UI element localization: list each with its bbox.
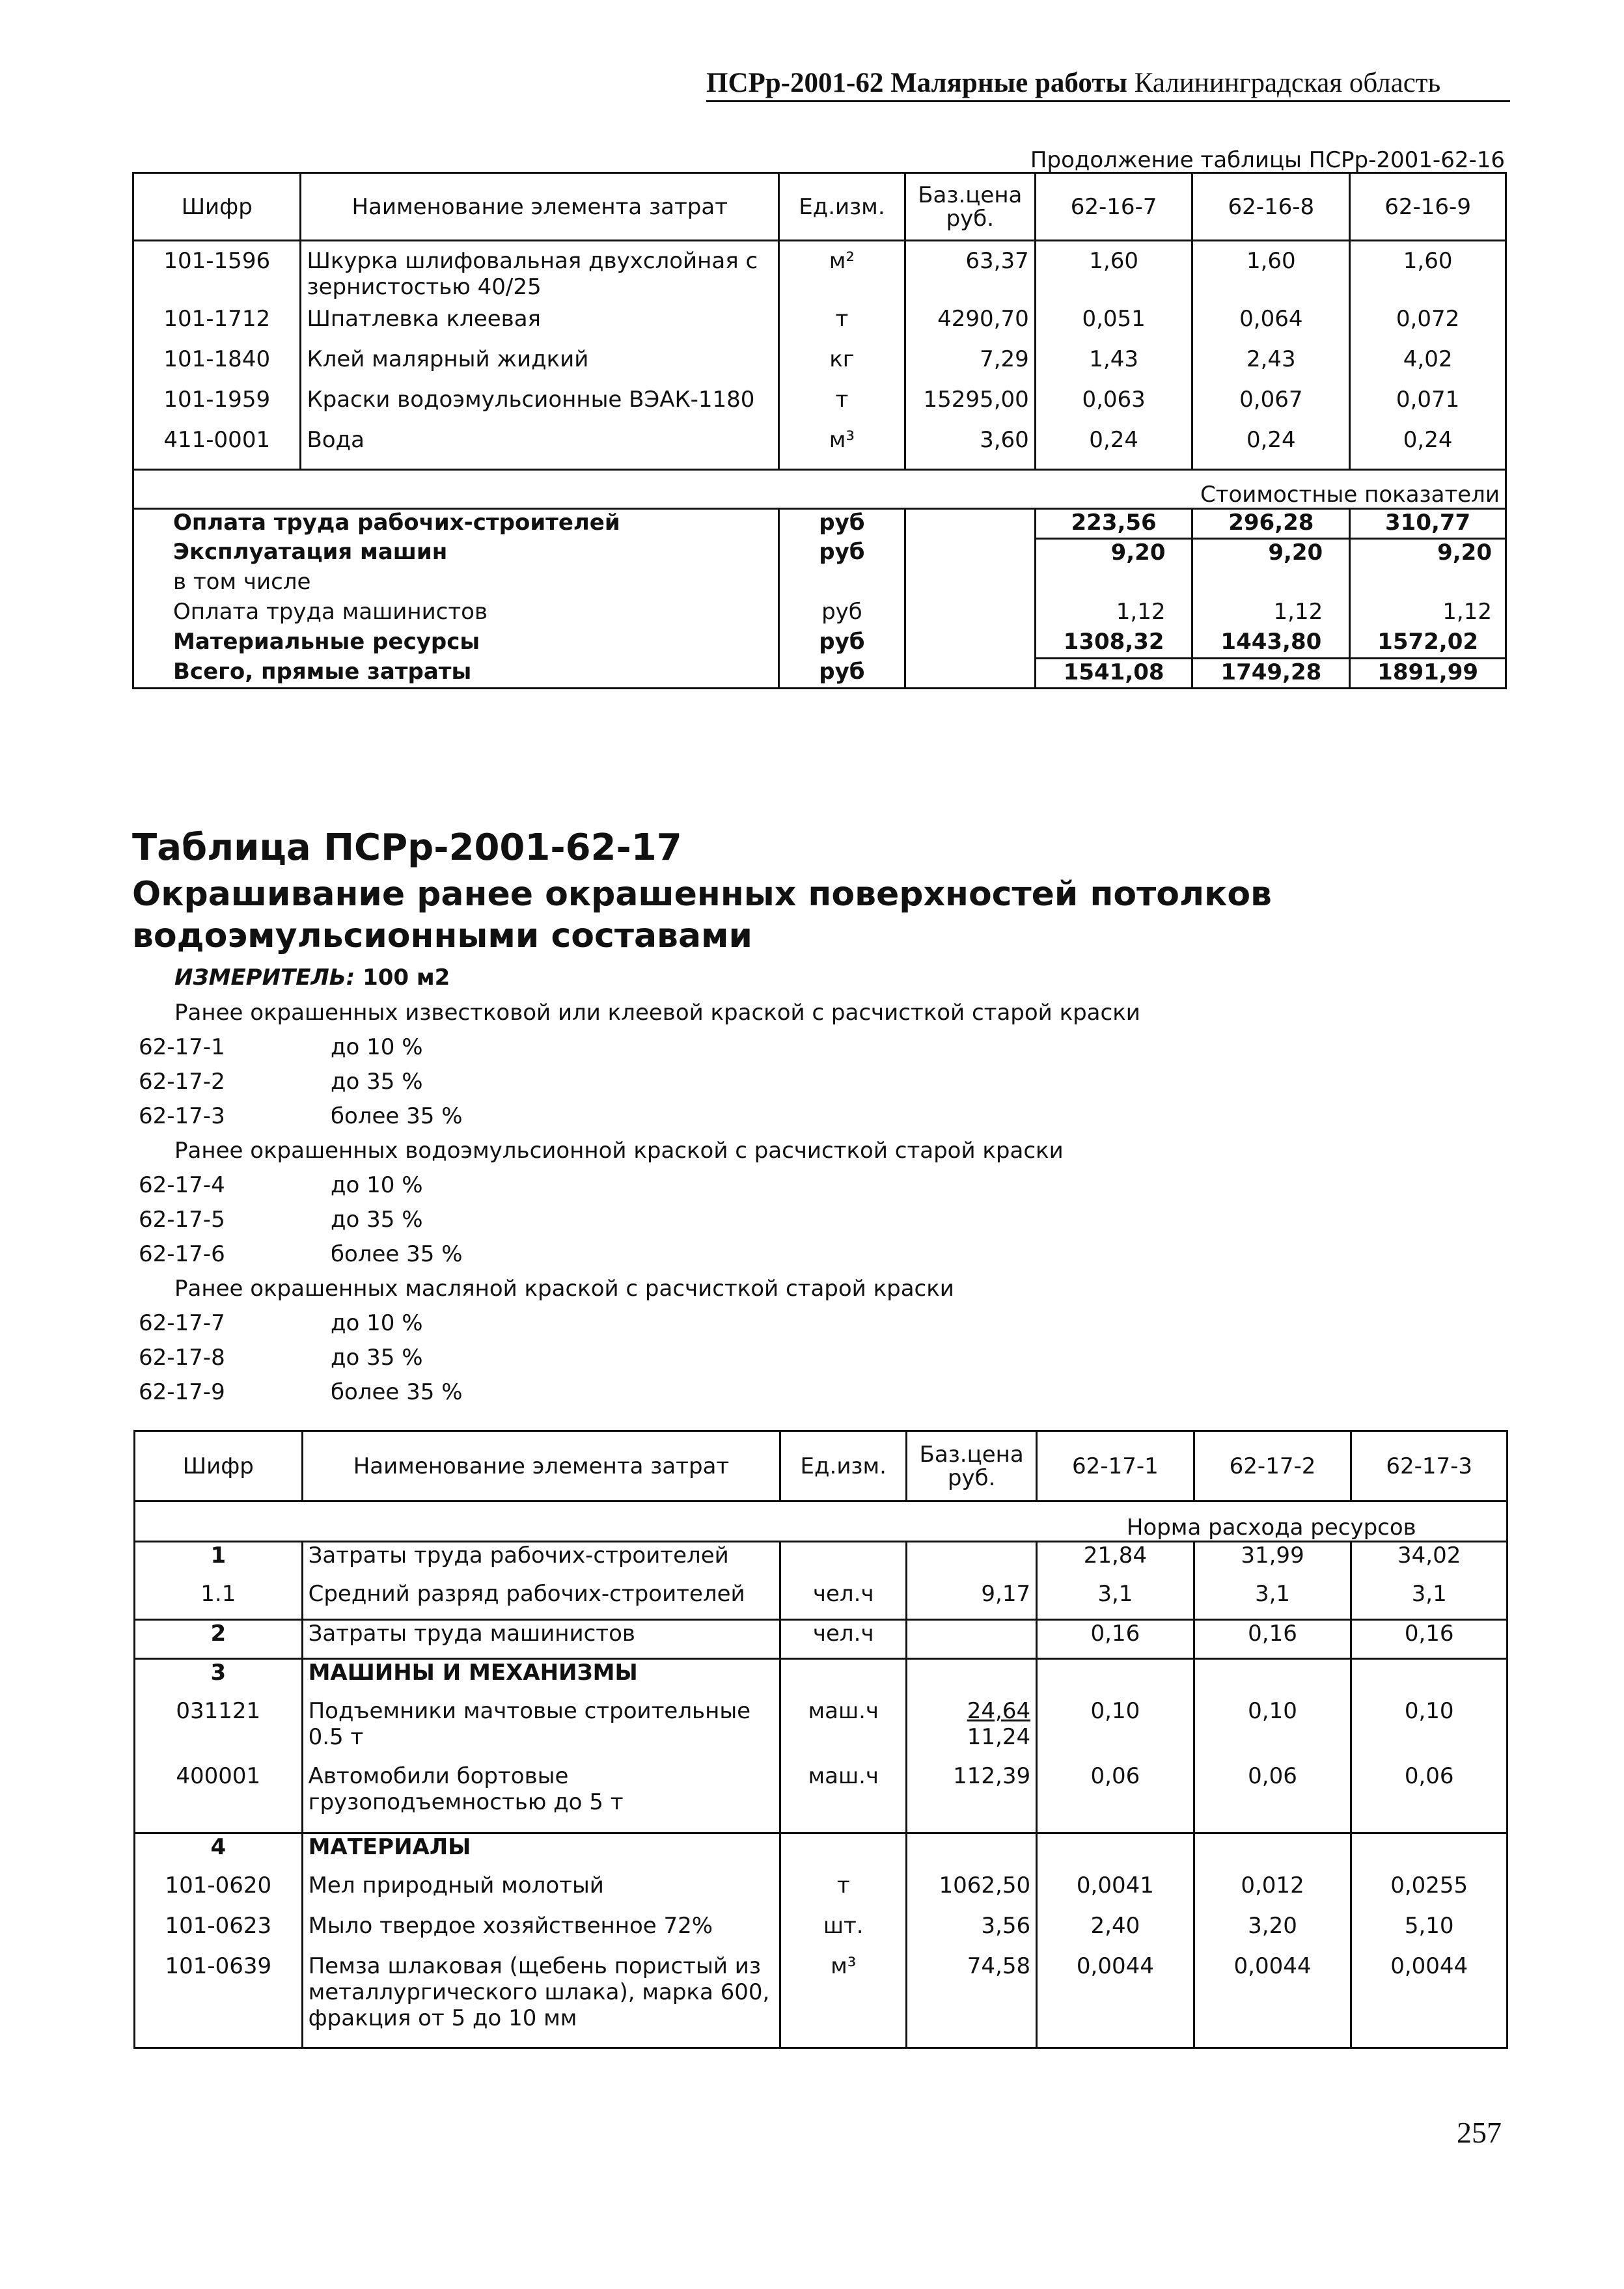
cost-row: [133, 629, 1506, 659]
item-text: более 35 %: [331, 1103, 463, 1129]
cell-name: Пемза шлаковая (щебень пористый из металлургического шлака), марка 600, фракция от 5 до 10 мм: [302, 1953, 780, 2048]
empty-cell: [779, 569, 905, 599]
cell-price: 1062,50: [907, 1872, 1037, 1913]
item-code: 62-17-3: [139, 1103, 225, 1129]
cell-unit: т: [779, 306, 905, 346]
cell-value: 2,40: [1037, 1913, 1194, 1953]
norm-label-row: [135, 1501, 1507, 1542]
cell-value: 21,84: [1037, 1542, 1194, 1581]
empty-cell: [780, 1659, 907, 1698]
cell-price: 63,37: [905, 241, 1035, 306]
item-text: до 35 %: [331, 1207, 423, 1233]
empty-cell: [1351, 1833, 1507, 1872]
item-code: 62-17-7: [139, 1310, 225, 1336]
cell-value: 0,0255: [1390, 1872, 1468, 1898]
col-header: 62-17-2: [1194, 1431, 1351, 1501]
cell-value: 0,0044: [1194, 1953, 1351, 2048]
group-heading: Ранее окрашенных водоэмульсионной краской с расчисткой старой краски: [174, 1138, 1064, 1164]
empty-cell: [1194, 1833, 1351, 1872]
cost-value: 1,12: [1442, 598, 1492, 625]
cell-code: 101-0639: [135, 1953, 303, 2048]
empty-cell: [907, 1833, 1037, 1872]
cell-price: 3,56: [907, 1913, 1037, 1953]
list-item: [139, 1030, 1140, 1065]
col-header: Баз.цена руб.: [907, 1431, 1037, 1501]
price-top: 24,64: [967, 1697, 1031, 1724]
cell-unit: чел.ч: [780, 1620, 907, 1659]
cell-value: 0,067: [1192, 387, 1350, 427]
col-header: Наименование элемента затрат: [302, 1431, 780, 1501]
item-code: 62-17-4: [139, 1172, 225, 1198]
cell-name: Средний разряд рабочих-строителей: [302, 1581, 780, 1620]
table-row: [135, 1698, 1507, 1763]
table-row: [135, 1953, 1507, 2048]
cell-code: 031121: [135, 1698, 303, 1763]
cell-value: 0,06: [1037, 1763, 1194, 1833]
cell-value: 2,43: [1192, 346, 1350, 387]
cell-value: 4,02: [1403, 346, 1453, 372]
cell-value: 1,60: [1035, 241, 1192, 306]
cost-label: Стоимостные показатели: [133, 470, 1506, 509]
cost-unit: руб: [779, 629, 905, 659]
cell-value: 0,072: [1396, 305, 1460, 332]
cell-code: 101-1840: [133, 346, 301, 387]
cell-value: 0,16: [1194, 1620, 1351, 1659]
page-header: [706, 66, 1510, 102]
item-code: 62-17-6: [139, 1241, 225, 1267]
cell-name: Шпатлевка клеевая: [301, 306, 779, 346]
cost-name: Эксплуатация машин: [133, 539, 779, 569]
cell-value: 0,24: [1192, 427, 1350, 470]
cell-name: МАШИНЫ И МЕХАНИЗМЫ: [302, 1659, 780, 1698]
cost-value: 310,77: [1350, 509, 1506, 539]
cell-value: 0,10: [1037, 1698, 1194, 1763]
cell-value: 0,012: [1194, 1872, 1351, 1913]
col-header: Ед.изм.: [779, 173, 905, 241]
cost-value: 1572,02: [1350, 629, 1506, 659]
item-list: [139, 996, 1140, 1410]
empty-cell: [905, 509, 1035, 539]
cost-unit: руб: [779, 599, 905, 629]
cost-value: 1,12: [1035, 599, 1192, 629]
cell-value: 0,0044: [1037, 1953, 1194, 2048]
cell-value: 0,24: [1403, 426, 1453, 453]
col-header: Баз.цена руб.: [905, 173, 1035, 241]
list-item: [139, 1341, 1140, 1375]
cost-unit: руб: [779, 659, 905, 689]
cell-value: 0,16: [1037, 1620, 1194, 1659]
cell-code: 101-0623: [135, 1913, 303, 1953]
table-row: [135, 1620, 1507, 1659]
cell-price: 9,17: [907, 1581, 1037, 1620]
cell-value: 3,1: [1351, 1581, 1507, 1620]
cell-unit: чел.ч: [780, 1581, 907, 1620]
list-item: [139, 1099, 1140, 1134]
cell-price: 112,39: [907, 1763, 1037, 1833]
cell-price: [907, 1698, 1037, 1763]
empty-cell: [1035, 569, 1192, 599]
cost-value: 1749,28: [1192, 659, 1350, 689]
cost-name: Оплата труда машинистов: [133, 599, 779, 629]
cell-value: 0,06: [1351, 1763, 1507, 1833]
cell-price: 4290,70: [905, 306, 1035, 346]
empty-cell: [905, 539, 1035, 569]
cell-code: 101-1712: [133, 306, 301, 346]
cost-value: 9,20: [1192, 539, 1350, 569]
col-header: Ед.изм.: [780, 1431, 907, 1501]
cell-unit: т: [779, 387, 905, 427]
cell-name: Автомобили бортовые грузоподъемностью до 5 т: [302, 1763, 780, 1833]
cost-row: [133, 569, 1506, 599]
cell-unit: м³: [779, 427, 905, 470]
table-row: [133, 387, 1506, 427]
cell-name: Шкурка шлифовальная двухслойная с зернистостью 40/25: [301, 241, 779, 306]
cost-value: 223,56: [1035, 509, 1192, 539]
item-code: 62-17-8: [139, 1345, 225, 1371]
cell-value: 5,10: [1404, 1912, 1454, 1939]
col-header: 62-16-7: [1035, 173, 1192, 241]
empty-cell: [135, 1501, 1037, 1542]
group-heading: Ранее окрашенных масляной краской с расчисткой старой краски: [174, 1276, 954, 1302]
col-header: 62-17-1: [1037, 1431, 1194, 1501]
cost-name: Всего, прямые затраты: [133, 659, 779, 689]
list-item: [139, 1065, 1140, 1099]
cell-unit: маш.ч: [780, 1763, 907, 1833]
cell-price: 15295,00: [905, 387, 1035, 427]
cost-name: Материальные ресурсы: [133, 629, 779, 659]
item-text: до 10 %: [331, 1310, 423, 1336]
cell-value: 1,43: [1035, 346, 1192, 387]
cell-code: 3: [135, 1659, 303, 1698]
table-62-17: [133, 1430, 1508, 2049]
cell-code: 101-0620: [135, 1872, 303, 1913]
item-code: 62-17-9: [139, 1379, 225, 1405]
cell-name: МАТЕРИАЛЫ: [302, 1833, 780, 1872]
cell-value: 1,60: [1192, 241, 1350, 306]
group-heading: Ранее окрашенных известковой или клеевой краской с расчисткой старой краски: [174, 1000, 1140, 1026]
cell-code: 1: [135, 1542, 303, 1581]
page-number: 257: [1457, 2116, 1502, 2149]
table-row: [133, 306, 1506, 346]
empty-cell: [905, 599, 1035, 629]
cell-name: Мыло твердое хозяйственное 72%: [302, 1913, 780, 1953]
table-header-row: [133, 173, 1506, 241]
cost-value: 9,20: [1035, 539, 1192, 569]
cost-label-row: [133, 470, 1506, 509]
cost-row: [133, 659, 1506, 689]
empty-cell: [907, 1659, 1037, 1698]
cost-row: [133, 509, 1506, 539]
item-text: до 10 %: [331, 1172, 423, 1198]
col-header: 62-16-8: [1192, 173, 1350, 241]
cell-name: Подъемники мачтовые строительные 0.5 т: [302, 1698, 780, 1763]
cell-value: 0,0044: [1390, 1953, 1468, 1979]
cell-value: 0,051: [1035, 306, 1192, 346]
cost-row: [133, 539, 1506, 569]
cell-code: 101-1959: [133, 387, 301, 427]
cell-value: 34,02: [1397, 1542, 1461, 1569]
empty-cell: [1192, 569, 1350, 599]
empty-cell: [780, 1833, 907, 1872]
col-header: Шифр: [135, 1431, 303, 1501]
cell-unit: т: [780, 1872, 907, 1913]
item-text: более 35 %: [331, 1379, 463, 1405]
table-row: [135, 1763, 1507, 1833]
cell-unit: кг: [779, 346, 905, 387]
cell-name: Затраты труда машинистов: [302, 1620, 780, 1659]
cell-code: 411-0001: [133, 427, 301, 470]
cell-value: 0,10: [1404, 1697, 1454, 1724]
col-header: 62-17-3: [1351, 1431, 1507, 1501]
cell-unit: м²: [779, 241, 905, 306]
cell-value: 0,064: [1192, 306, 1350, 346]
cost-value: 9,20: [1437, 540, 1492, 566]
table-continuation-label: Продолжение таблицы ПСРр-2001-62-16: [1030, 147, 1505, 173]
item-code: 62-17-1: [139, 1034, 225, 1060]
cost-value: 1443,80: [1192, 629, 1350, 659]
cell-unit: м³: [780, 1953, 907, 2048]
cost-name: Оплата труда рабочих-строителей: [133, 509, 779, 539]
table-row: [135, 1581, 1507, 1620]
table-62-16: [132, 172, 1507, 689]
table-row: [135, 1542, 1507, 1581]
measure-label: ИЗМЕРИТЕЛЬ:: [174, 965, 355, 991]
cost-value: 1541,08: [1035, 659, 1192, 689]
cost-unit: руб: [779, 509, 905, 539]
measure-value: 100 м2: [363, 965, 450, 991]
cell-name: Мел природный молотый: [302, 1872, 780, 1913]
norm-label: Норма расхода ресурсов: [1037, 1501, 1507, 1542]
section-row: [135, 1833, 1507, 1872]
cell-unit: маш.ч: [780, 1698, 907, 1763]
table-header-row: [135, 1431, 1507, 1501]
item-code: 62-17-5: [139, 1207, 225, 1233]
item-text: более 35 %: [331, 1241, 463, 1267]
list-item: [139, 1237, 1140, 1272]
header-title: ПСРр-2001-62 Малярные работы: [706, 68, 1127, 98]
cell-value: 3,20: [1194, 1913, 1351, 1953]
cell-unit: шт.: [780, 1913, 907, 1953]
cost-name: в том числе: [133, 569, 779, 599]
cell-code: 400001: [135, 1763, 303, 1833]
empty-cell: [905, 659, 1035, 689]
empty-cell: [1037, 1833, 1194, 1872]
cost-value: 1,12: [1192, 599, 1350, 629]
empty-cell: [1194, 1659, 1351, 1698]
item-text: до 10 %: [331, 1034, 423, 1060]
section-subtitle: Окрашивание ранее окрашенных поверхностей потолков водоэмульсионными составами: [132, 875, 1272, 955]
price-bottom: 11,24: [967, 1723, 1031, 1750]
cell-name: Краски водоэмульсионные ВЭАК-1180: [301, 387, 779, 427]
empty-cell: [1037, 1659, 1194, 1698]
table-row: [133, 346, 1506, 387]
col-header: Наименование элемента затрат: [301, 173, 779, 241]
cell-value: 3,1: [1194, 1581, 1351, 1620]
cell-value: 0,071: [1396, 386, 1460, 413]
cell-price: 3,60: [905, 427, 1035, 470]
empty-cell: [907, 1542, 1037, 1581]
col-header: 62-16-9: [1350, 173, 1506, 241]
cell-code: 1.1: [135, 1581, 303, 1620]
cell-value: 0,10: [1194, 1698, 1351, 1763]
cost-value: 1308,32: [1035, 629, 1192, 659]
table-row: [135, 1872, 1507, 1913]
cell-value: 0,24: [1035, 427, 1192, 470]
item-code: 62-17-2: [139, 1069, 225, 1095]
section-title: Таблица ПСРр-2001-62-17: [132, 827, 682, 869]
empty-cell: [905, 629, 1035, 659]
cell-value: 0,16: [1351, 1620, 1507, 1659]
section-row: [135, 1659, 1507, 1698]
cost-value: 1891,99: [1377, 659, 1479, 685]
cell-value: 0,063: [1035, 387, 1192, 427]
list-item: [139, 1375, 1140, 1410]
cost-unit: руб: [779, 539, 905, 569]
header-region: Калининградская область: [1134, 68, 1441, 98]
table-row: [135, 1913, 1507, 1953]
cell-value: 1,60: [1403, 248, 1453, 274]
measure: [174, 965, 450, 991]
list-item: [139, 1203, 1140, 1237]
cost-value: 296,28: [1192, 509, 1350, 539]
empty-cell: [1351, 1659, 1507, 1698]
cell-value: 0,06: [1194, 1763, 1351, 1833]
cell-name: Вода: [301, 427, 779, 470]
item-text: до 35 %: [331, 1345, 423, 1371]
table-row: [133, 241, 1506, 306]
cell-value: 31,99: [1194, 1542, 1351, 1581]
empty-cell: [1350, 569, 1506, 599]
cell-name: Затраты труда рабочих-строителей: [302, 1542, 780, 1581]
list-item: [139, 1306, 1140, 1341]
cell-value: 3,1: [1037, 1581, 1194, 1620]
list-item: [139, 1168, 1140, 1203]
empty-cell: [907, 1620, 1037, 1659]
cell-code: 101-1596: [133, 241, 301, 306]
cell-price: 7,29: [905, 346, 1035, 387]
cell-value: 0,0041: [1037, 1872, 1194, 1913]
cost-row: [133, 599, 1506, 629]
table-row: [133, 427, 1506, 470]
cell-name: Клей малярный жидкий: [301, 346, 779, 387]
empty-cell: [780, 1542, 907, 1581]
cell-code: 4: [135, 1833, 303, 1872]
empty-cell: [905, 569, 1035, 599]
item-text: до 35 %: [331, 1069, 423, 1095]
cell-price: 74,58: [907, 1953, 1037, 2048]
cell-code: 2: [135, 1620, 303, 1659]
col-header: Шифр: [133, 173, 301, 241]
